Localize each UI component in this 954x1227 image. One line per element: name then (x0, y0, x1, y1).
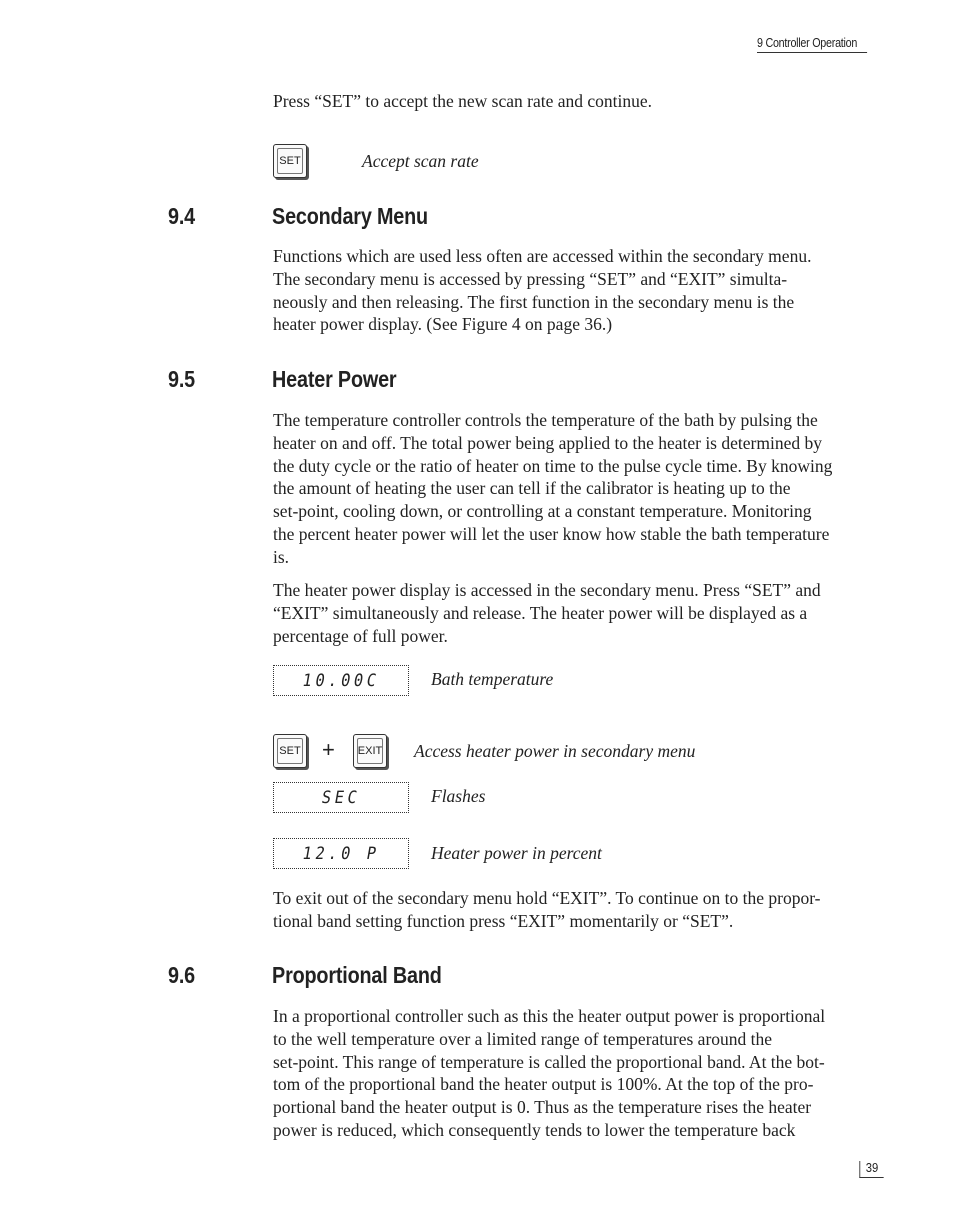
section-title: Secondary Menu (272, 203, 428, 229)
intro-text: Press “SET” to accept the new scan rate and continue. (273, 91, 653, 111)
exit-key-icon: EXIT (353, 734, 387, 768)
secondary-menu-paragraph: Functions which are used less often are accessed within the secondary menu. The secondary menu is accessed by pressing “SET” and “EXIT” simulta- neously and then releasing. The first function in the secondary menu is the heater power display. (See Figure 4 on page 36.) (273, 246, 812, 335)
section-number: 9.4 (168, 203, 195, 229)
heater-power-caption: Heater power in percent (431, 843, 602, 863)
page-number: 39 (859, 1161, 883, 1178)
flashes-caption: Flashes (431, 786, 486, 806)
heater-power-paragraph-3: To exit out of the secondary menu hold “EXIT”. To continue on to the propor- tional band setting function press “EXIT” momentarily or “SET”. (273, 888, 821, 931)
section-number: 9.6 (168, 962, 195, 988)
set-key-icon: SET (273, 734, 307, 768)
bath-temperature-caption: Bath temperature (431, 669, 554, 689)
set-key-icon: SET (273, 144, 307, 178)
heater-power-paragraph-1: The temperature controller controls the temperature of the bath by pulsing the heater on and off. The total power being applied to the heater is determined by the duty cycle or the ratio of heater on time to the pulse cycle time. By knowing the amount of heating the user can tell if the calibrator is heating up to the set-point, cooling down, or controlling at a constant temperature. Monitoring the percent heater power will let the user know how stable the bath temperature is. (273, 410, 833, 567)
plus-sign: + (322, 737, 335, 762)
bath-temperature-display: 10.00C (273, 665, 409, 696)
accept-scan-rate-caption: Accept scan rate (362, 151, 479, 171)
section-number: 9.5 (168, 366, 195, 392)
proportional-band-paragraph: In a proportional controller such as this the heater output power is proportional to the well temperature over a limited range of temperatures around the set-point. This range of temperature is called the proportional band. At the bot- tom of the proportional band the heater output is 100%. At the top of the pro- portional band the heater output is 0. Thus as the temperature rises the heater power is reduced, which consequently tends to lower the temperature back (273, 1006, 826, 1140)
access-heater-power-caption: Access heater power in secondary menu (414, 741, 696, 761)
section-title: Proportional Band (272, 962, 442, 988)
heater-power-display: 12.0 P (273, 838, 409, 869)
sec-display: SEC (273, 782, 409, 813)
heater-power-paragraph-2: The heater power display is accessed in the secondary menu. Press “SET” and “EXIT” simultaneously and release. The heater power will be displayed as a percentage of full power. (273, 580, 821, 646)
running-head: 9 Controller Operation (757, 36, 867, 53)
section-title: Heater Power (272, 366, 397, 392)
